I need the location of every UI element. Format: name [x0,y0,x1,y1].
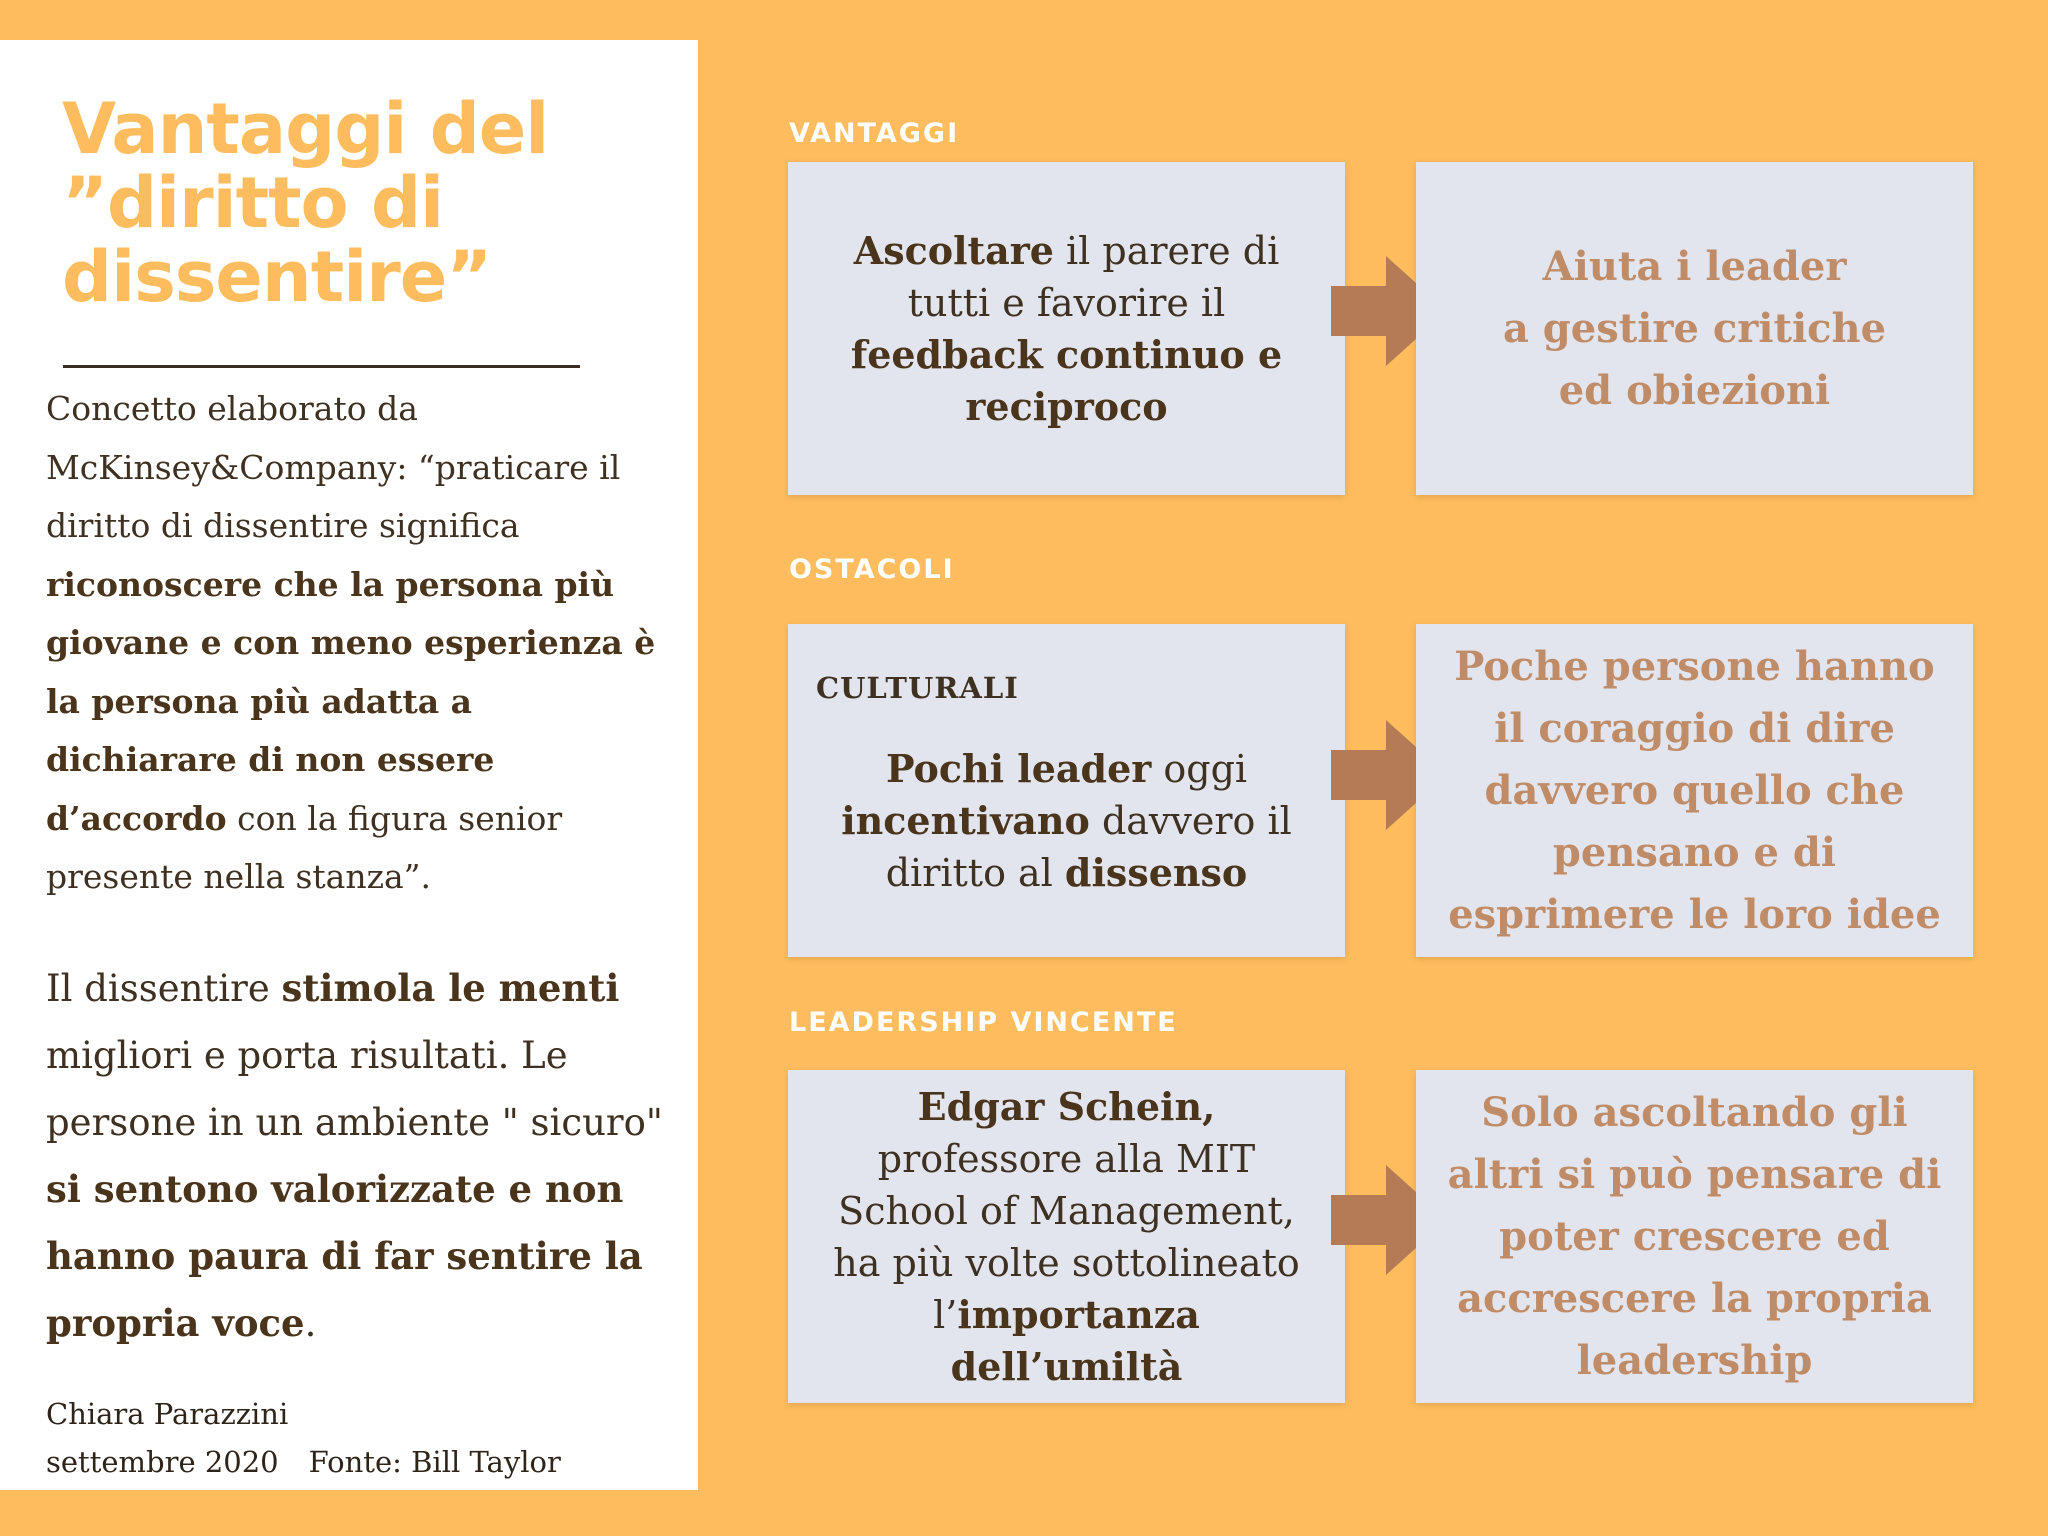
bold-incentivano: incentivano [841,797,1090,843]
leadership-right-text: Solo ascoltando gli altri si può pensare di poter crescere ed accrescere la propria leadership [1447,1088,1942,1384]
ostacoli-right-text: Poche persone hanno il coraggio di dire davvero quello che pensano e di esprimere le loro idee [1448,642,1941,938]
card-ostacoli-left-text [816,743,1317,899]
card-leadership-right [1416,1070,1973,1403]
body-bold-2: si sentono valorizzate e non hanno paura di far sentire la propria voce [46,1167,643,1345]
section-label-leadership: LEADERSHIP VINCENTE [789,1007,1178,1038]
body-paragraph [46,955,666,1357]
bold-edgar-schein: Edgar Schein, [917,1083,1216,1129]
body-text-2: migliori e porta risultati. Le persone in un ambiente " sicuro" [46,1034,663,1144]
card-leadership-left [788,1070,1345,1403]
text-ascoltare: il parere di tutti e favorire il [907,228,1280,325]
section-label-ostacoli: OSTACOLI [789,554,955,585]
publish-date: settembre 2020 [46,1445,279,1479]
card-vantaggi-left-text [816,225,1317,433]
bold-dissenso: dissenso [1064,849,1248,895]
title-line-2: ”diritto di [62,162,444,244]
tag-culturali: CULTURALI [816,671,1019,705]
body-text-3: . [304,1302,317,1345]
body-bold-1: stimola le menti [281,966,620,1010]
card-vantaggi-left [788,162,1345,495]
vantaggi-right-line-3: ed obiezioni [1558,366,1831,414]
bold-feedback: feedback continuo e reciproco [850,331,1283,429]
bold-ascoltare: Ascoltare [853,227,1054,273]
intro-text-1: Concetto elaborato da McKinsey&Company: “praticare il diritto di dissentire significa [46,389,621,545]
title-divider [63,365,580,368]
vantaggi-right-line-2: a gestire critiche [1502,304,1887,352]
section-label-vantaggi: VANTAGGI [789,118,960,149]
card-leadership-left-text [816,1081,1317,1393]
credits-line-2 [46,1438,666,1486]
card-ostacoli-right [1416,624,1973,957]
page-title [62,88,682,318]
bold-umilta: importanza dell’umiltà [950,1291,1200,1389]
title-line-1: Vantaggi del [62,88,549,170]
text-oggi: oggi [1151,746,1248,791]
body-text-1: Il dissentire [46,967,282,1010]
vantaggi-right-line-1: Aiuta i leader [1542,242,1847,290]
text-professore: professore alla MIT School of Management, ha più volte sottolineato l’ [833,1136,1300,1337]
intro-paragraph [46,380,666,907]
intro-text-2: con la figura senior presente nella stanza”. [46,798,563,896]
credits [46,1390,666,1486]
text-diritto: davvero il diritto al [885,798,1292,895]
card-vantaggi-right [1416,162,1973,495]
title-line-3: dissentire” [62,236,492,318]
source-credit: Fonte: Bill Taylor [308,1445,561,1479]
intro-bold: riconoscere che la persona più giovane e con meno esperienza è la persona più adatta a dichiarare di non essere d’accordo [46,564,656,838]
card-ostacoli-left [788,624,1345,957]
bold-pochi-leader: Pochi leader [885,745,1152,791]
author-name: Chiara Parazzini [46,1397,289,1431]
